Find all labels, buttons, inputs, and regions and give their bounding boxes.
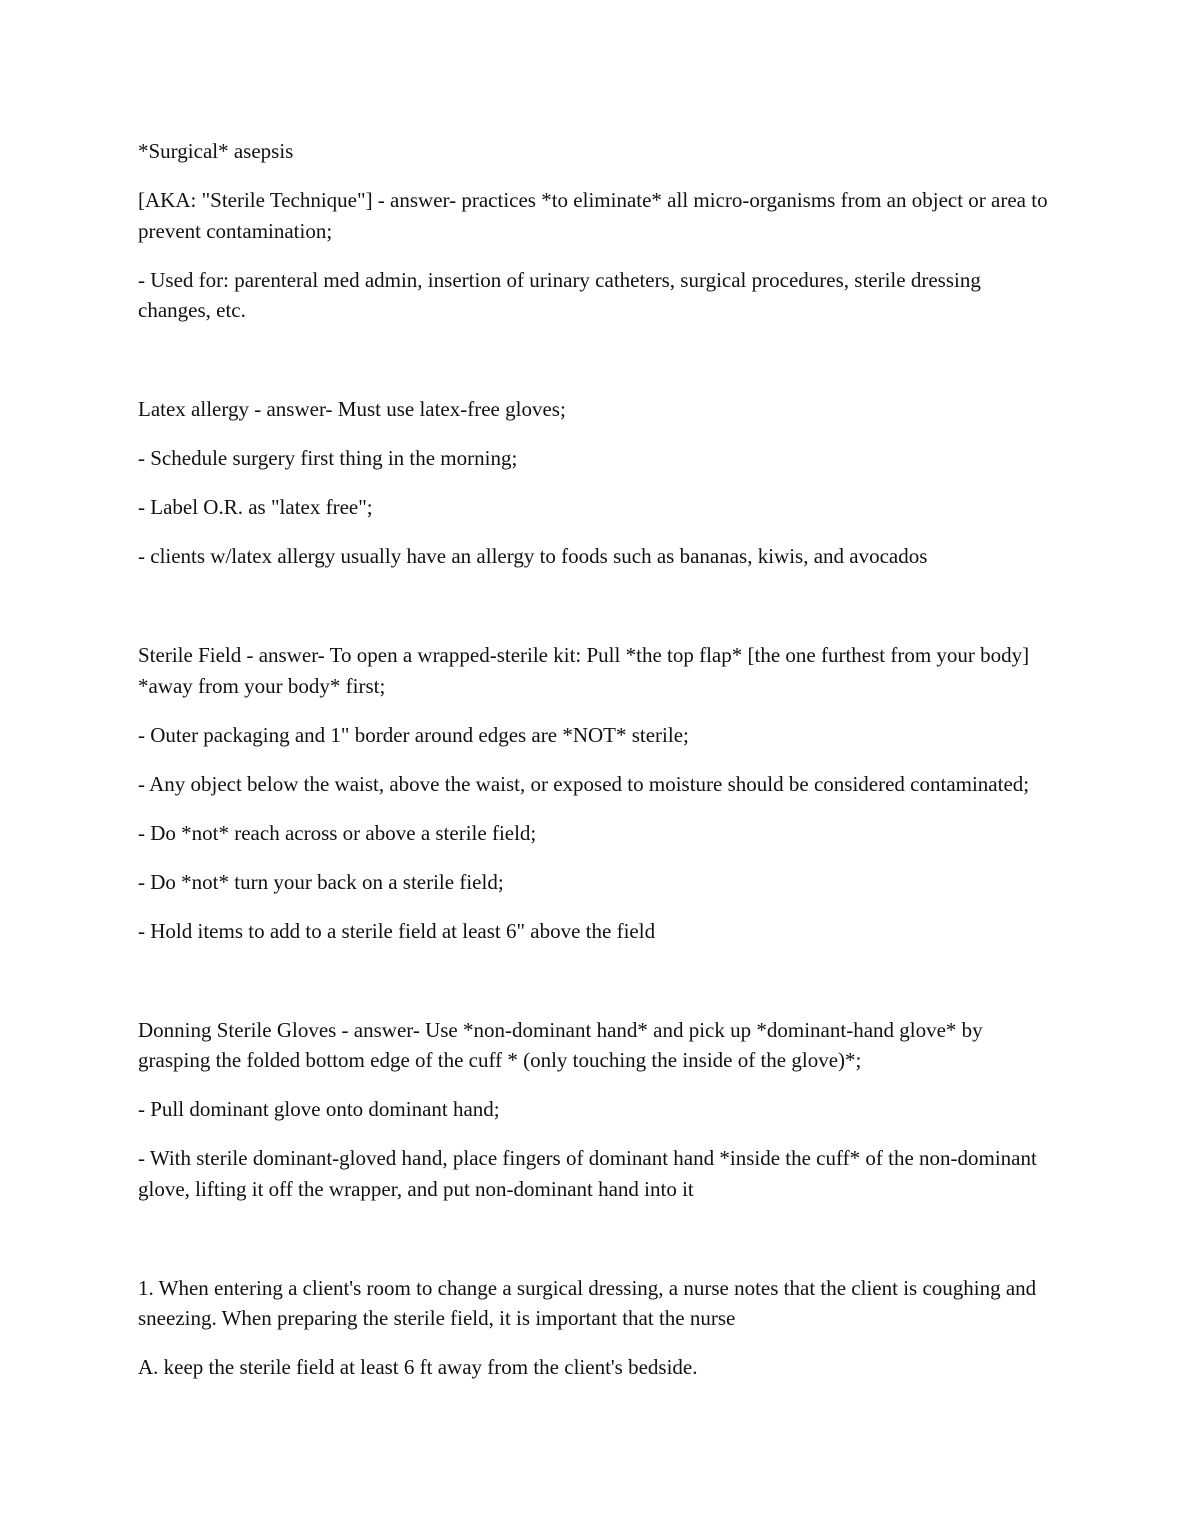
- text-line: - Schedule surgery first thing in the morning;: [138, 446, 518, 470]
- section-spacer: [138, 965, 1048, 1015]
- text-line: - Outer packaging and 1" border around edges are *NOT* sterile;: [138, 722, 689, 747]
- answer-option-a: A. keep the sterile field at least 6 ft away from the client's bedside.: [138, 1355, 698, 1379]
- text-line: [AKA: "Sterile Technique"] - answer- practices *to eliminate* all micro-organisms from an object or area to prevent contamination;: [138, 188, 1048, 243]
- section-heading-donning-sterile-gloves: Donning Sterile Gloves - answer- Use *non-dominant hand* and pick up *dominant-hand glove* by grasping the folded bottom edge of the cuff * (only touching the inside of the glove)*;: [138, 1017, 983, 1072]
- text-line: - With sterile dominant-gloved hand, place fingers of dominant hand *inside the cuff* of the non-dominant glove, lifting it off the wrapper, and put non-dominant hand into it: [138, 1146, 1037, 1201]
- text-line: - Used for: parenteral med admin, insertion of urinary catheters, surgical procedures, sterile dressing changes, etc.: [138, 267, 981, 322]
- section-heading-sterile-field: Sterile Field - answer- To open a wrapped-sterile kit: Pull *the top flap* [the one furthest from your body] *away from your body* first;: [138, 643, 1030, 698]
- section-heading-surgical-asepsis: *Surgical* asepsis: [138, 139, 294, 163]
- question-stem: 1. When entering a client's room to change a surgical dressing, a nurse notes that the client is coughing and sneezing. When preparing the sterile field, it is important that the nurse: [138, 1275, 1037, 1330]
- section-spacer: [138, 590, 1048, 640]
- text-line: - Hold items to add to a sterile field at least 6" above the field: [138, 918, 656, 943]
- text-line: - Do *not* turn your back on a sterile field;: [138, 869, 504, 894]
- text-line: - clients w/latex allergy usually have an allergy to foods such as bananas, kiwis, and avocados: [138, 544, 928, 568]
- text-line: - Do *not* reach across or above a sterile field;: [138, 820, 537, 845]
- section-spacer: [138, 1223, 1048, 1273]
- text-line: - Any object below the waist, above the waist, or exposed to moisture should be considered contaminated;: [138, 771, 1030, 796]
- text-line: - Pull dominant glove onto dominant hand;: [138, 1097, 500, 1121]
- document-body: [138, 136, 1048, 1401]
- section-heading-latex-allergy: Latex allergy - answer- Must use latex-free gloves;: [138, 397, 566, 421]
- text-line: - Label O.R. as "latex free";: [138, 495, 373, 519]
- section-spacer: [138, 344, 1048, 394]
